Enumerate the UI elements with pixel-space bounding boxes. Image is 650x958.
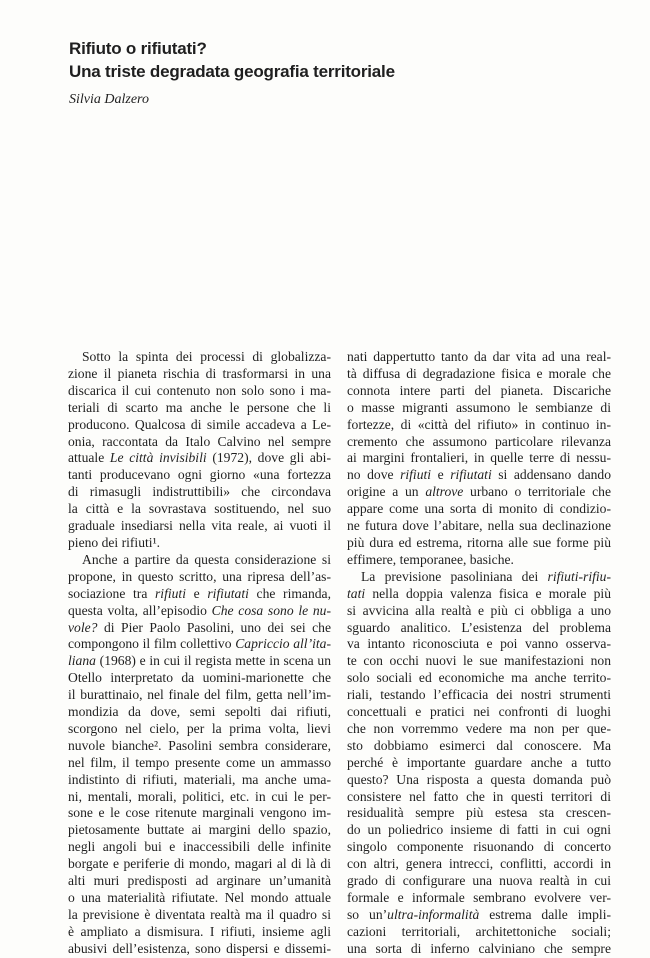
italic-term: Le città invisibili <box>109 450 207 466</box>
text-run: compongono il film collettivo <box>68 636 236 652</box>
text-run: sguardo analitico. L’esistenza del problema <box>347 619 611 635</box>
text-run: teriali di scarto ma anche le persone che li <box>68 399 331 415</box>
body-column-right <box>347 349 611 958</box>
italic-term: rifiuti <box>400 467 432 483</box>
text-run: propone, in questo scritto, una ripresa dell’as- <box>68 568 331 584</box>
body-column-left <box>68 349 331 958</box>
text-run: effimere, temporanee, basiche. <box>347 551 514 567</box>
text-line <box>347 839 611 856</box>
text-line <box>68 653 331 670</box>
text-line <box>68 856 331 873</box>
text-run: (1972), dove gli abi- <box>206 450 331 466</box>
text-line <box>68 450 331 467</box>
article-title <box>69 37 395 83</box>
text-line <box>347 450 611 467</box>
text-run: si addensano dando <box>491 467 611 483</box>
text-line <box>347 434 611 451</box>
article-title-line-2: Una triste degradata geografia territoriale <box>69 62 395 81</box>
italic-term: Capriccio all’ita- <box>235 636 331 652</box>
text-run: attuale <box>68 450 110 466</box>
text-line <box>68 569 331 586</box>
text-run: è ampliato a dismisura. I rifiuti, insieme agli <box>68 923 331 939</box>
text-run: sone e le cose ritenute marginali vengono im- <box>68 805 331 821</box>
text-run: con altri, genera intrecci, conflitti, accordi in <box>347 856 611 872</box>
text-line <box>347 417 611 434</box>
text-line <box>347 789 611 806</box>
text-run: che rimanda, <box>248 585 331 601</box>
text-line <box>347 569 611 586</box>
text-line <box>68 467 331 484</box>
text-run: concettuali e pratici nei confronti di luoghi <box>347 704 611 720</box>
text-run: solo sociali ed economiche ma anche territo- <box>347 670 611 686</box>
text-run: origine a un <box>347 484 426 500</box>
text-line <box>68 805 331 822</box>
text-line <box>347 552 611 569</box>
text-run: indistinto di rifiuti, materiali, ma anche uma- <box>68 771 331 787</box>
text-line <box>347 586 611 603</box>
text-run: ai margini frontalieri, in quelle terre di nessu- <box>347 450 611 466</box>
text-run: e <box>186 585 208 601</box>
text-run: Anche a partire da questa considerazione si <box>82 551 331 567</box>
text-run: questa volta, all’episodio <box>68 602 212 618</box>
text-run: una sorta di inferno calviniano che sempre <box>347 940 611 956</box>
text-run: pieno dei rifiuti¹. <box>68 534 161 550</box>
text-run: graduale insediarsi nella vita reale, ai vuoti il <box>68 518 331 534</box>
article-title-line-1: Rifiuto o rifiutati? <box>69 39 207 58</box>
italic-term: rifiuti-rifiu- <box>547 568 611 584</box>
text-line <box>347 772 611 789</box>
text-run: (1968) e in cui il regista mette in scena un <box>95 653 331 669</box>
text-line <box>68 383 331 400</box>
text-line <box>68 873 331 890</box>
text-line <box>68 535 331 552</box>
text-line <box>68 721 331 738</box>
text-line <box>347 653 611 670</box>
text-line <box>347 738 611 755</box>
text-line <box>68 941 331 958</box>
text-run: tà diffusa di degradazione fisica e morale che <box>347 365 611 381</box>
text-run: nuvole bianche². Pasolini sembra considerare, <box>68 737 331 753</box>
text-run: discarica il cui contenuto non solo sono i ma- <box>68 382 331 398</box>
text-line <box>68 670 331 687</box>
text-run: cazioni territoriali, architettoniche sociali; <box>347 923 611 939</box>
text-run: pietosamente buttate ai margini dello spazio, <box>68 822 331 838</box>
text-line <box>347 383 611 400</box>
text-run: questo? Una risposta a questa domanda può <box>347 771 611 787</box>
text-run: grado di configurare una nuova realtà in cui <box>347 873 611 889</box>
italic-term: rifiutati <box>207 585 249 601</box>
text-line <box>68 924 331 941</box>
text-run: perché è importante guardare anche a tutto <box>347 754 611 770</box>
text-line <box>68 839 331 856</box>
text-line <box>347 755 611 772</box>
text-run: do un poliedrico insieme di fatti in cui ogni <box>347 822 611 838</box>
text-line <box>347 805 611 822</box>
text-line <box>68 586 331 603</box>
text-run: alti muri predisposti ad arginare un’umanità <box>68 873 331 889</box>
text-line <box>347 518 611 535</box>
text-run: la previsione è diventata realtà ma il quadro si <box>68 906 331 922</box>
text-line <box>68 738 331 755</box>
text-line <box>347 856 611 873</box>
text-line <box>347 467 611 484</box>
text-line <box>347 822 611 839</box>
text-run: negli angoli bui e inaccessibili delle infinite <box>68 839 331 855</box>
text-run: riali, testando l’efficacia dei nostri strumenti <box>347 687 611 703</box>
text-run: Otello interpretato da uomini-marionette che <box>68 670 331 686</box>
text-line <box>68 552 331 569</box>
text-run: no dove <box>347 467 401 483</box>
article-author: Silvia Dalzero <box>69 92 149 107</box>
text-run: o una materialità rifiutate. Nel mondo attuale <box>68 890 331 905</box>
text-run: producono. Qualcosa di simile accadeva a Le- <box>68 416 331 432</box>
text-run: connota intere parti del pianeta. Discariche <box>347 382 611 398</box>
text-run: sociazione tra <box>68 585 156 601</box>
text-run: la città e la sovrastava sostituendo, nel suo <box>68 501 331 517</box>
text-line <box>347 501 611 518</box>
text-line <box>68 636 331 653</box>
text-line <box>68 789 331 806</box>
text-line <box>68 484 331 501</box>
text-line <box>347 941 611 958</box>
text-run: il burattinaio, nel finale del film, getta nell’im- <box>68 687 331 703</box>
text-line <box>68 603 331 620</box>
text-line <box>347 873 611 890</box>
italic-term: liana <box>68 653 96 669</box>
text-line <box>347 603 611 620</box>
text-run: zione il pianeta rischia di trasformarsi in una <box>68 365 331 381</box>
text-line <box>347 620 611 637</box>
text-run: scorgono nel cielo, per la prima volta, lievi <box>68 720 331 736</box>
text-run: fortezze, di «città del rifiuto» in continuo in- <box>347 416 611 432</box>
italic-term: altrove <box>425 484 464 500</box>
italic-term: ultra-informalità <box>387 906 480 922</box>
italic-term: Che cosa sono le nu- <box>211 602 331 618</box>
italic-term: rifiutati <box>450 467 492 483</box>
text-run: consistere nel fatto che in questi territori di <box>347 788 611 804</box>
text-line <box>68 890 331 907</box>
text-run: mondizia da dove, semi sepolti dai rifiuti, <box>68 704 331 720</box>
text-run: estrema dalle impli- <box>479 906 611 922</box>
text-line <box>347 890 611 907</box>
text-run: residualità sempre più estesa sta crescen- <box>347 805 611 821</box>
italic-term: tati <box>347 585 366 601</box>
text-run: si avvicina alla realtà e più ci obbliga a uno <box>347 602 611 618</box>
text-line <box>68 704 331 721</box>
text-line <box>347 349 611 366</box>
text-run: Sotto la spinta dei processi di globalizza- <box>82 349 331 364</box>
text-line <box>347 670 611 687</box>
text-line <box>68 400 331 417</box>
text-run: borgate e periferie di mondo, magari al di là di <box>68 856 331 872</box>
text-run: abusivi dell’esistenza, sono dispersi e dissemi- <box>68 940 331 956</box>
text-line <box>347 704 611 721</box>
text-line <box>347 907 611 924</box>
text-line <box>68 518 331 535</box>
text-run: so un’ <box>347 906 388 922</box>
text-line <box>68 417 331 434</box>
text-run: nati dappertutto tanto da dar vita ad una real- <box>347 349 611 364</box>
text-run: va intanto riconosciuta e poi vanno osserva- <box>347 636 611 652</box>
text-run: più dura ed estrema, ritorna alle sue forme più <box>347 534 611 550</box>
text-run: formale e informale sembrano evolvere ver- <box>347 890 611 905</box>
text-run: singolo componente risuonando di concerto <box>347 839 611 855</box>
text-run: cremento che assumono particolare rilevanza <box>347 433 611 449</box>
text-run: nella doppia valenza fisica e morale più <box>365 585 611 601</box>
text-run: o masse migranti assumono le sembianze di <box>347 399 611 415</box>
text-line <box>347 366 611 383</box>
text-line <box>68 755 331 772</box>
text-run: che non vorremmo vedere ma non per que- <box>347 720 611 736</box>
italic-term: vole? <box>68 619 98 635</box>
text-run: ne futura dove l’abitare, nella sua declinazione <box>347 518 611 534</box>
text-line <box>68 434 331 451</box>
text-line <box>68 501 331 518</box>
text-run: ni, mentali, morali, politici, etc. in cui le per- <box>68 788 331 804</box>
text-run: onia, raccontata da Italo Calvino nel sempre <box>68 433 331 449</box>
italic-term: rifiuti <box>155 585 186 601</box>
text-line <box>68 349 331 366</box>
text-line <box>68 772 331 789</box>
text-run: di rimasugli indistruttibili» che circondava <box>68 484 331 500</box>
text-line <box>68 366 331 383</box>
text-run: te con occhi nuovi le sue manifestazioni non <box>347 653 611 669</box>
text-line <box>347 924 611 941</box>
text-run: La previsione pasoliniana dei <box>361 568 548 584</box>
text-run: appare come una sorta di monito di condizio- <box>347 501 611 517</box>
text-run: urbano o territoriale che <box>463 484 611 500</box>
text-line <box>347 636 611 653</box>
text-line <box>68 907 331 924</box>
text-line <box>347 535 611 552</box>
text-run: sto dobbiamo esimerci dal conoscere. Ma <box>347 737 611 753</box>
text-run: e <box>431 467 451 483</box>
text-run: nel film, il tempo presente come un ammasso <box>68 754 331 770</box>
text-line <box>347 721 611 738</box>
text-run: tanti producevano ogni giorno «una fortezza <box>68 467 331 483</box>
text-run: di Pier Paolo Pasolini, uno dei sei che <box>97 619 331 635</box>
text-line <box>347 687 611 704</box>
text-line <box>68 822 331 839</box>
text-line <box>68 687 331 704</box>
text-line <box>68 620 331 637</box>
text-line <box>347 400 611 417</box>
text-line <box>347 484 611 501</box>
